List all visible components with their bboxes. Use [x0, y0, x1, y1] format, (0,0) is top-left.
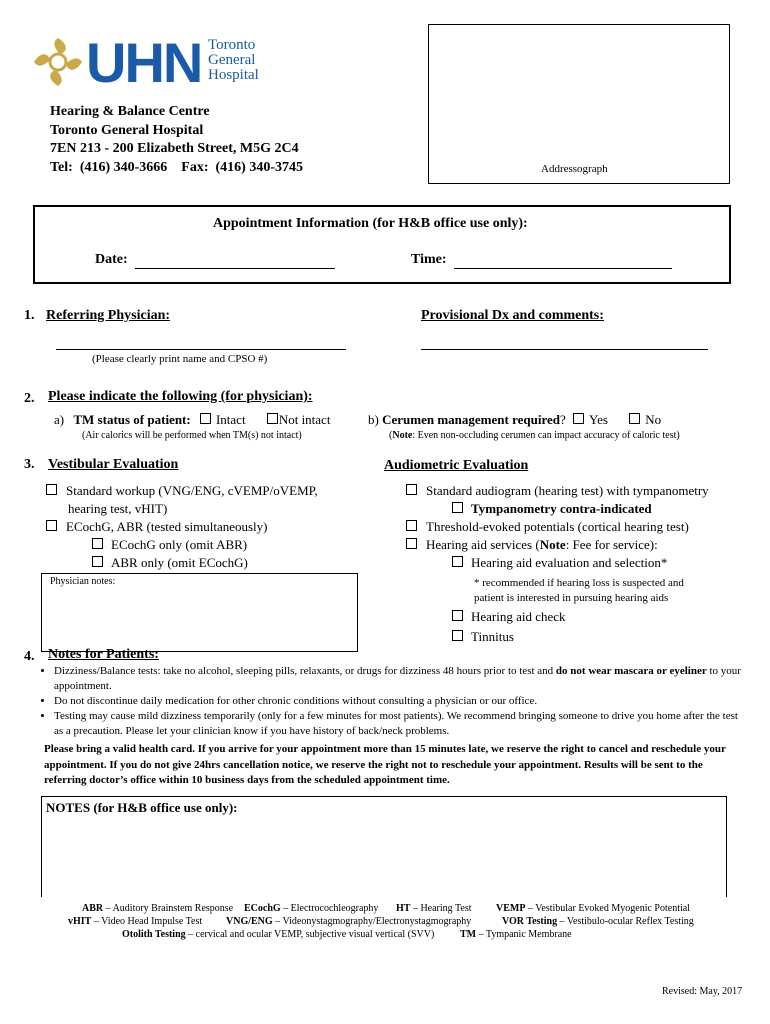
abr-only-label: ABR only (omit ECochG)	[111, 555, 248, 570]
health-card-notice: Please bring a valid health card. If you arrive for your appointment more than 15 minutes late, we reserve the right to cancel and reschedule your appointment. If you do not give 24hrs cancellation notice, we reserve the right not to reschedule your appointment. Results will be sent to the referring doctor’s office within 10 business days from the scheduled appointment time.	[44, 743, 726, 786]
option-b-prefix: b)	[368, 412, 379, 427]
ecochg-abr-label: ECochG, ABR (tested simultaneously)	[66, 519, 268, 534]
hearing-aid-check-label: Hearing aid check	[471, 609, 566, 624]
abr-only-checkbox[interactable]	[92, 556, 103, 567]
time-field[interactable]	[454, 252, 672, 269]
tympanometry-contra-label: Tympanometry contra-indicated	[471, 501, 652, 516]
section3-number: 3.	[24, 457, 35, 472]
patient-note-2: • Do not discontinue daily medication for other chronic conditions without consulting a physician or our office.	[54, 694, 742, 709]
print-name-note: (Please clearly print name and CPSO #)	[92, 353, 268, 365]
revised-date: Revised: May, 2017	[662, 986, 743, 997]
cerumen-label: Cerumen management required	[382, 412, 560, 427]
ecochg-only-label: ECochG only (omit ABR)	[111, 537, 248, 552]
cerumen-no-label: No	[645, 412, 662, 427]
abbr-tm: TM – Tympanic Membrane	[460, 929, 572, 940]
audiometric-title: Audiometric Evaluation	[384, 458, 529, 473]
section4-number: 4.	[24, 649, 35, 664]
abbr-otolith: Otolith Testing – cervical and ocular VEMP, subjective visual vertical (SVV)	[122, 929, 435, 940]
date-label: Date:	[95, 252, 128, 267]
intact-label: Intact	[215, 412, 246, 427]
standard-workup-label: Standard workup (VNG/ENG, cVEMP/oVEMP,	[66, 483, 318, 498]
date-field[interactable]	[135, 252, 335, 269]
threshold-evoked-label: Threshold-evoked potentials (cortical hearing test)	[426, 519, 689, 534]
logo-hospital: Hospital	[208, 67, 259, 83]
cerumen-yes-label: Yes	[589, 412, 608, 427]
section2-title: Please indicate the following (for physician):	[48, 389, 313, 404]
cerumen-yes-checkbox[interactable]	[573, 413, 584, 424]
section1-number: 1.	[24, 308, 35, 323]
physician-notes-label: Physician notes:	[50, 576, 116, 587]
appointment-box	[33, 205, 731, 284]
logo-uhn-text: UHN	[86, 31, 202, 94]
abbr-vor: VOR Testing – Vestibulo-ocular Reflex Testing	[502, 916, 694, 927]
standard-audiogram-label: Standard audiogram (hearing test) with tympanometry	[426, 483, 709, 498]
patient-note-3: • Testing may cause mild dizziness temporarily (only for a few minutes for most patients). We recommend bringing someone to drive you home after the test as a precaution. Please let your clinician know if you have history of back/neck problems.	[54, 709, 742, 739]
abbr-vhit: vHIT – Video Head Impulse Test	[68, 916, 203, 927]
option-a-prefix: a)	[54, 412, 65, 427]
standard-workup-checkbox[interactable]	[46, 484, 57, 495]
hearing-aid-services-checkbox[interactable]	[406, 538, 417, 549]
tm-note: (Air calorics will be performed when TM(s) not intact)	[82, 430, 302, 441]
standard-audiogram-checkbox[interactable]	[406, 484, 417, 495]
logo-emblem-icon	[32, 36, 84, 88]
time-label: Time:	[411, 252, 447, 267]
centre-name: Hearing & Balance Centre	[50, 104, 210, 119]
patient-note-1: • Dizziness/Balance tests: take no alcohol, sleeping pills, relaxants, or drugs for dizziness 48 hours prior to test and do not wear mascara or eyeliner to your appointment.	[54, 664, 742, 694]
provisional-dx-field[interactable]	[421, 349, 708, 350]
not-intact-label: Not intact	[278, 412, 331, 427]
addressograph-label: Addressograph	[541, 163, 608, 175]
provisional-dx-label: Provisional Dx and comments:	[421, 308, 604, 323]
abbr-vng-eng: VNG/ENG – Videonystagmography/Electronystagmography	[226, 916, 472, 927]
referring-physician-label: Referring Physician:	[46, 308, 171, 323]
abbr-abr: ABR – Auditory Brainstem Response	[82, 903, 234, 914]
uhn-logo	[32, 31, 277, 94]
clinic-address-block	[50, 103, 303, 177]
hearing-aid-note-line1: * recommended if hearing loss is suspected and	[474, 577, 684, 589]
tinnitus-checkbox[interactable]	[452, 630, 463, 641]
hearing-aid-check-checkbox[interactable]	[452, 610, 463, 621]
logo-toronto: Toronto	[208, 37, 256, 53]
cerumen-no-checkbox[interactable]	[629, 413, 640, 424]
vestibular-title: Vestibular Evaluation	[48, 457, 179, 472]
cerumen-question-mark: ?	[559, 412, 566, 427]
appointment-title: Appointment Information (for H&B office use only):	[213, 216, 528, 231]
hearing-aid-eval-label: Hearing aid evaluation and selection*	[471, 555, 668, 570]
threshold-evoked-checkbox[interactable]	[406, 520, 417, 531]
notes-for-patients-title: Notes for Patients:	[48, 647, 159, 662]
tinnitus-label: Tinnitus	[471, 629, 514, 644]
referring-physician-field[interactable]	[56, 349, 346, 350]
cerumen-note: (Note: Even non-occluding cerumen can impact accuracy of caloric test)	[389, 430, 680, 441]
ecochg-abr-checkbox[interactable]	[46, 520, 57, 531]
hearing-aid-note-line2: patient is interested in pursuing hearing aids	[474, 592, 669, 604]
hearing-aid-eval-checkbox[interactable]	[452, 556, 463, 567]
logo-general: General	[208, 52, 256, 68]
street-address: 7EN 213 - 200 Elizabeth Street, M5G 2C4	[50, 141, 299, 156]
abbr-vemp: VEMP – Vestibular Evoked Myogenic Potential	[496, 903, 690, 914]
tympanometry-contra-checkbox[interactable]	[452, 502, 463, 513]
hospital-name: Toronto General Hospital	[50, 122, 204, 138]
abbr-ecochg: ECochG – Electrocochleography	[244, 903, 379, 914]
section2-number: 2.	[24, 391, 35, 406]
standard-workup-label-cont: hearing test, vHIT)	[68, 501, 168, 516]
addressograph-box[interactable]	[428, 24, 730, 184]
office-notes-title: NOTES (for H&B office use only):	[46, 800, 238, 815]
tm-status-label: TM status of patient:	[73, 412, 191, 427]
hearing-aid-services-label: Hearing aid services (Note: Fee for service):	[426, 537, 658, 552]
abbr-ht: HT – Hearing Test	[396, 903, 472, 914]
not-intact-checkbox[interactable]	[267, 413, 278, 424]
intact-checkbox[interactable]	[200, 413, 211, 424]
office-notes-box[interactable]	[41, 796, 727, 897]
ecochg-only-checkbox[interactable]	[92, 538, 103, 549]
physician-notes-box[interactable]	[41, 573, 358, 652]
phone-fax: Tel: (416) 340-3666 Fax: (416) 340-3745	[50, 159, 304, 175]
